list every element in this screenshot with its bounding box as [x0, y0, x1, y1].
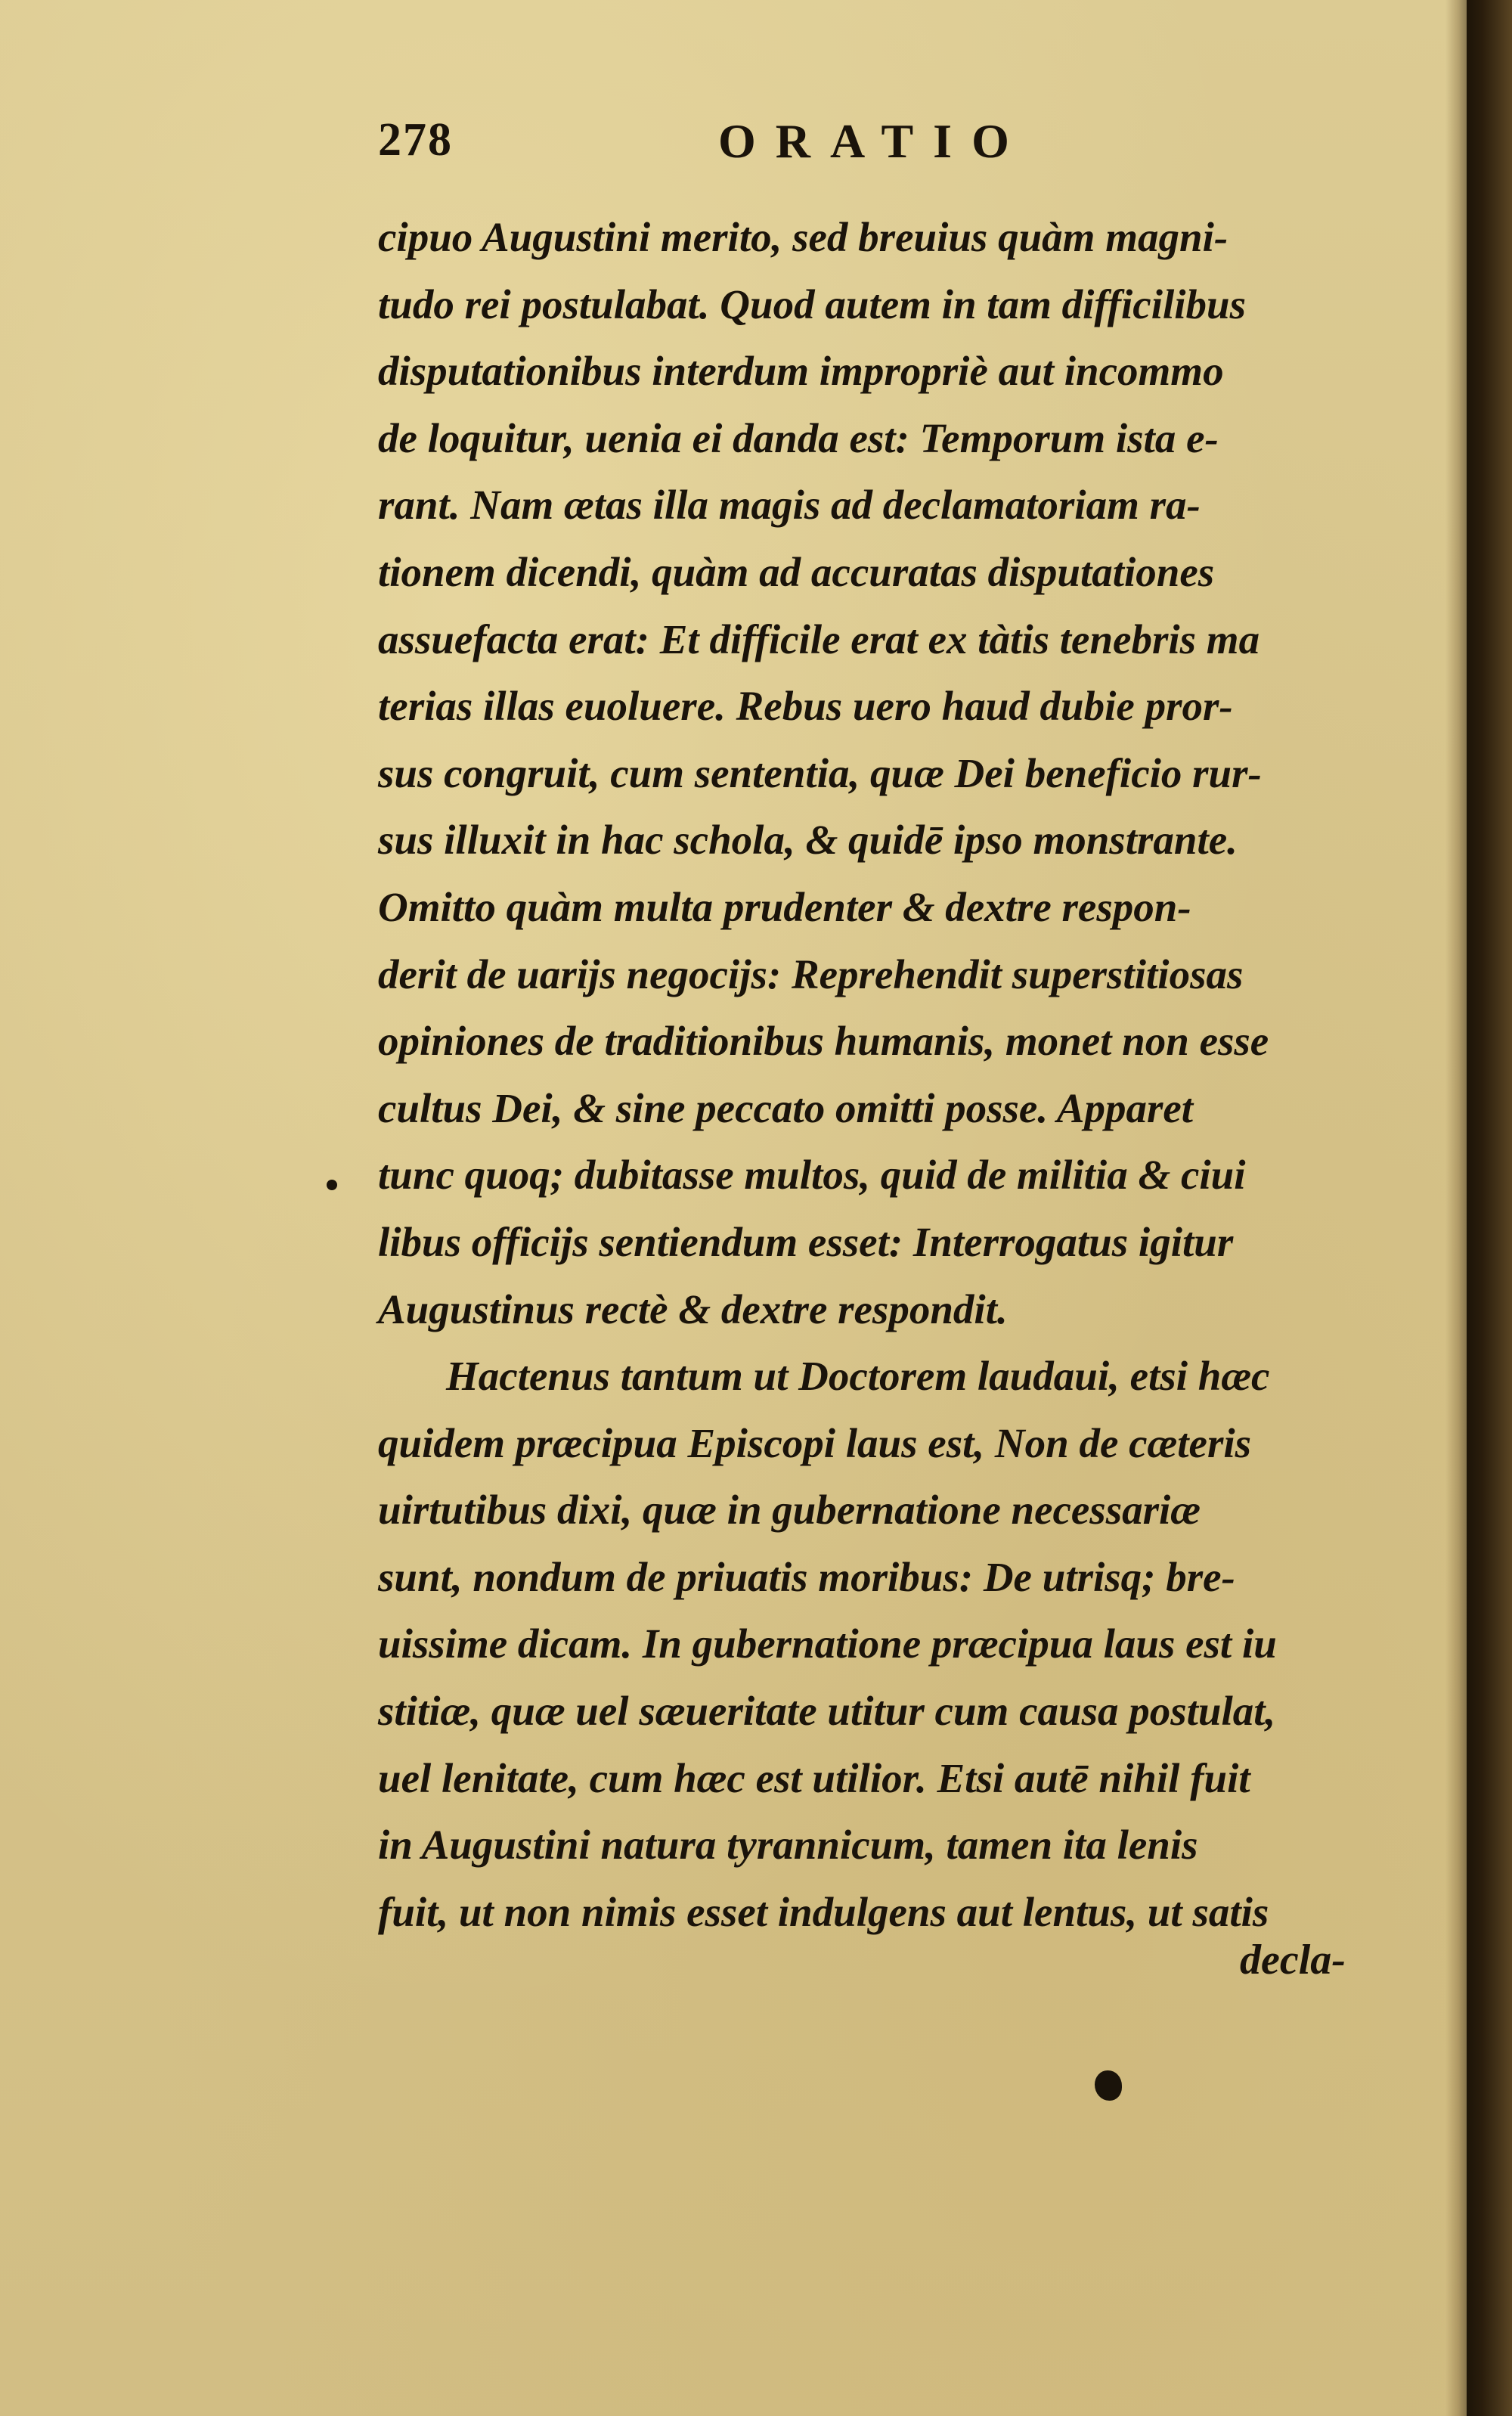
text-line: disputationibus interdum impropriè aut incommo: [378, 348, 1224, 395]
text-line: cultus Dei, & sine peccato omitti posse. Apparet: [378, 1084, 1194, 1131]
text-line: sus congruit, cum sententia, quæ Dei beneficio rur-: [378, 749, 1262, 796]
text-line: fuit, ut non nimis esset indulgens aut lentus, ut satis: [378, 1888, 1269, 1935]
text-line: uel lenitate, cum hæc est utilior. Etsi autē nihil fuit: [378, 1754, 1250, 1801]
text-line: sunt, nondum de priuatis moribus: De utrisq; bre-: [378, 1553, 1235, 1600]
text-line: quidem præcipua Episcopi laus est, Non de cæteris: [378, 1419, 1252, 1466]
text-line: tionem dicendi, quàm ad accuratas disputationes: [378, 548, 1215, 595]
text-line: Omitto quàm multa prudenter & dextre respon-: [378, 883, 1191, 930]
text-line: stitiæ, quæ uel sæueritate utitur cum causa postulat,: [378, 1688, 1276, 1735]
text-line: terias illas euoluere. Rebus uero haud dubie pror-: [378, 683, 1233, 730]
text-line: uissime dicam. In gubernatione præcipua laus est iu: [378, 1620, 1277, 1667]
running-head: ORATIO: [718, 114, 1029, 168]
body-text: [378, 204, 1383, 1946]
text-line: derit de uarijs negocijs: Reprehendit superstitiosas: [378, 951, 1244, 997]
text-line: libus officijs sentiendum esset: Interrogatus igitur: [378, 1218, 1234, 1265]
text-line: Augustinus rectè & dextre respondit.: [378, 1286, 1008, 1332]
text-line: in Augustini natura tyrannicum, tamen ita lenis: [378, 1822, 1198, 1869]
page-header: [378, 113, 1323, 181]
text-line: tunc quoq; dubitasse multos, quid de militia & ciui: [378, 1152, 1246, 1199]
ink-blot: [1095, 2070, 1122, 2101]
page-number: 278: [378, 114, 453, 166]
text-line: rant. Nam ætas illa magis ad declamatoriam ra-: [378, 482, 1201, 529]
text-line: uirtutibus dixi, quæ in gubernatione necessariæ: [378, 1487, 1201, 1534]
margin-mark: [327, 1180, 337, 1190]
page-edge-shadow: [1445, 0, 1467, 2416]
text-line: de loquitur, uenia ei danda est: Temporum ista e-: [378, 414, 1219, 461]
paragraph-start-line: Hactenus tantum ut Doctorem laudaui, etsi hæc: [446, 1353, 1270, 1400]
text-line: assuefacta erat: Et difficile erat ex tàtis tenebris ma: [378, 616, 1260, 662]
book-spine-border: [1467, 0, 1512, 2416]
catchword: decla-: [1240, 1937, 1346, 1983]
text-line: sus illuxit in hac schola, & quidē ipso monstrante.: [378, 817, 1238, 864]
text-line: cipuo Augustini merito, sed breuius quàm magni-: [378, 214, 1228, 260]
text-line: tudo rei postulabat. Quod autem in tam difficilibus: [378, 281, 1247, 327]
text-line: opiniones de traditionibus humanis, monet non esse: [378, 1018, 1269, 1065]
